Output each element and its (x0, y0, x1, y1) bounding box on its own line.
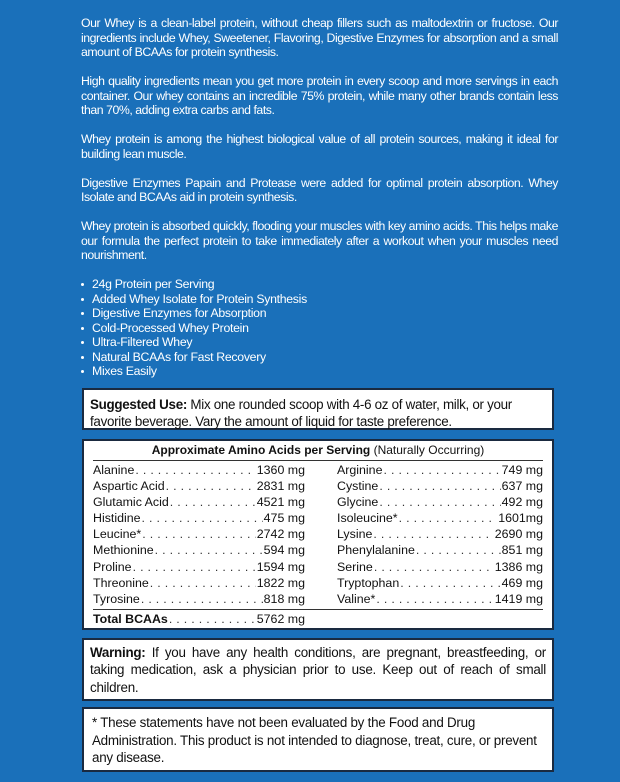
amino-row: Leucine* . . . 2742 mg (93, 526, 305, 542)
amino-row: Cystine . . . 637 mg (337, 478, 543, 494)
amino-acids-table (82, 439, 554, 630)
bullet-icon (81, 341, 84, 344)
warning-text: If you have any health conditions, are pregnant, breastfeeding, or taking medication, ask a physician prior to use. Keep out of reach of small children. (90, 645, 546, 695)
fda-disclaimer-box (82, 707, 554, 772)
bullet-icon (81, 298, 84, 301)
description-paragraph-1: Our Whey is a clean-label protein, without cheap fillers such as maltodextrin or fructose. Our ingredients include Whey, Sweetener, Flavoring, Digestive Enzymes for absorption and a small amount of BCAAs for protein synthesis. (81, 16, 558, 59)
feature-list (81, 277, 558, 379)
amino-columns (89, 461, 547, 607)
feature-item: Natural BCAAs for Fast Recovery (81, 350, 558, 365)
amino-row: Methionine . . . 594 mg (93, 542, 305, 558)
warning-box (82, 638, 554, 701)
suggested-use-label: Suggested Use: (90, 397, 187, 412)
amino-row: Tyrosine . . . 818 mg (93, 591, 305, 607)
suggested-use-box (82, 388, 554, 430)
total-bcaas-value: 5762 mg (256, 611, 305, 626)
bullet-icon (81, 356, 84, 359)
amino-row: Glutamic Acid . . . 4521 mg (93, 494, 305, 510)
description-paragraph-3: Whey protein is among the highest biological value of all protein sources, making it ideal for building lean muscle. (81, 132, 558, 161)
amino-row: Histidine . . . 475 mg (93, 510, 305, 526)
amino-row: Isoleucine* . . . 1601mg (337, 510, 543, 526)
amino-row: Alanine . . . 1360 mg (93, 462, 305, 478)
feature-item: Mixes Easily (81, 364, 558, 379)
description-paragraph-2: High quality ingredients mean you get more protein in every scoop and more servings in each container. Our whey contains an incredible 75% protein, while many other brands contain less than 70%, adding extra carbs and fats. (81, 74, 558, 117)
amino-column-right (337, 462, 543, 607)
amino-table-title: Approximate Amino Acids per Serving (Naturally Occurring) (93, 443, 543, 461)
amino-row: Valine* . . . 1419 mg (337, 591, 543, 607)
bullet-icon (81, 370, 84, 373)
description-section (81, 0, 558, 379)
fda-disclaimer-text: * These statements have not been evaluated by the Food and Drug Administration. This product is not intended to diagnose, treat, cure, or prevent any disease. (92, 715, 537, 765)
amino-row: Proline . . . 1594 mg (93, 559, 305, 575)
feature-item: Added Whey Isolate for Protein Synthesis (81, 292, 558, 307)
feature-item: Digestive Enzymes for Absorption (81, 306, 558, 321)
amino-column-left (93, 462, 305, 607)
description-paragraph-5: Whey protein is absorbed quickly, flooding your muscles with key amino acids. This helps make our formula the perfect protein to take immediately after a workout when your muscles need nourishment. (81, 219, 558, 262)
amino-row: Tryptophan . . . 469 mg (337, 575, 543, 591)
feature-item: Cold-Processed Whey Protein (81, 321, 558, 336)
amino-row: Glycine . . . 492 mg (337, 494, 543, 510)
bullet-icon (81, 327, 84, 330)
amino-row: Lysine . . . 2690 mg (337, 526, 543, 542)
amino-row: Serine . . . 1386 mg (337, 559, 543, 575)
suggested-use-text: Mix one rounded scoop with 4-6 oz of water, milk, or your favorite beverage. Vary the amount of liquid for taste preference. (90, 397, 512, 429)
amino-row: Arginine . . . 749 mg (337, 462, 543, 478)
amino-row: Threonine . . . 1822 mg (93, 575, 305, 591)
feature-item: Ultra-Filtered Whey (81, 335, 558, 350)
description-paragraph-4: Digestive Enzymes Papain and Protease were added for optimal protein absorption. Whey Isolate and BCAAs aid in protein synthesis. (81, 175, 558, 204)
total-bcaas-label: Total BCAAs (93, 611, 168, 626)
amino-row: Aspartic Acid . . . 2831 mg (93, 478, 305, 494)
total-bcaas-row (93, 609, 543, 627)
feature-item: 24g Protein per Serving (81, 277, 558, 292)
amino-row: Phenylalanine . . . 851 mg (337, 542, 543, 558)
warning-label: Warning: (90, 645, 146, 660)
bullet-icon (81, 312, 84, 315)
bullet-icon (81, 283, 84, 286)
